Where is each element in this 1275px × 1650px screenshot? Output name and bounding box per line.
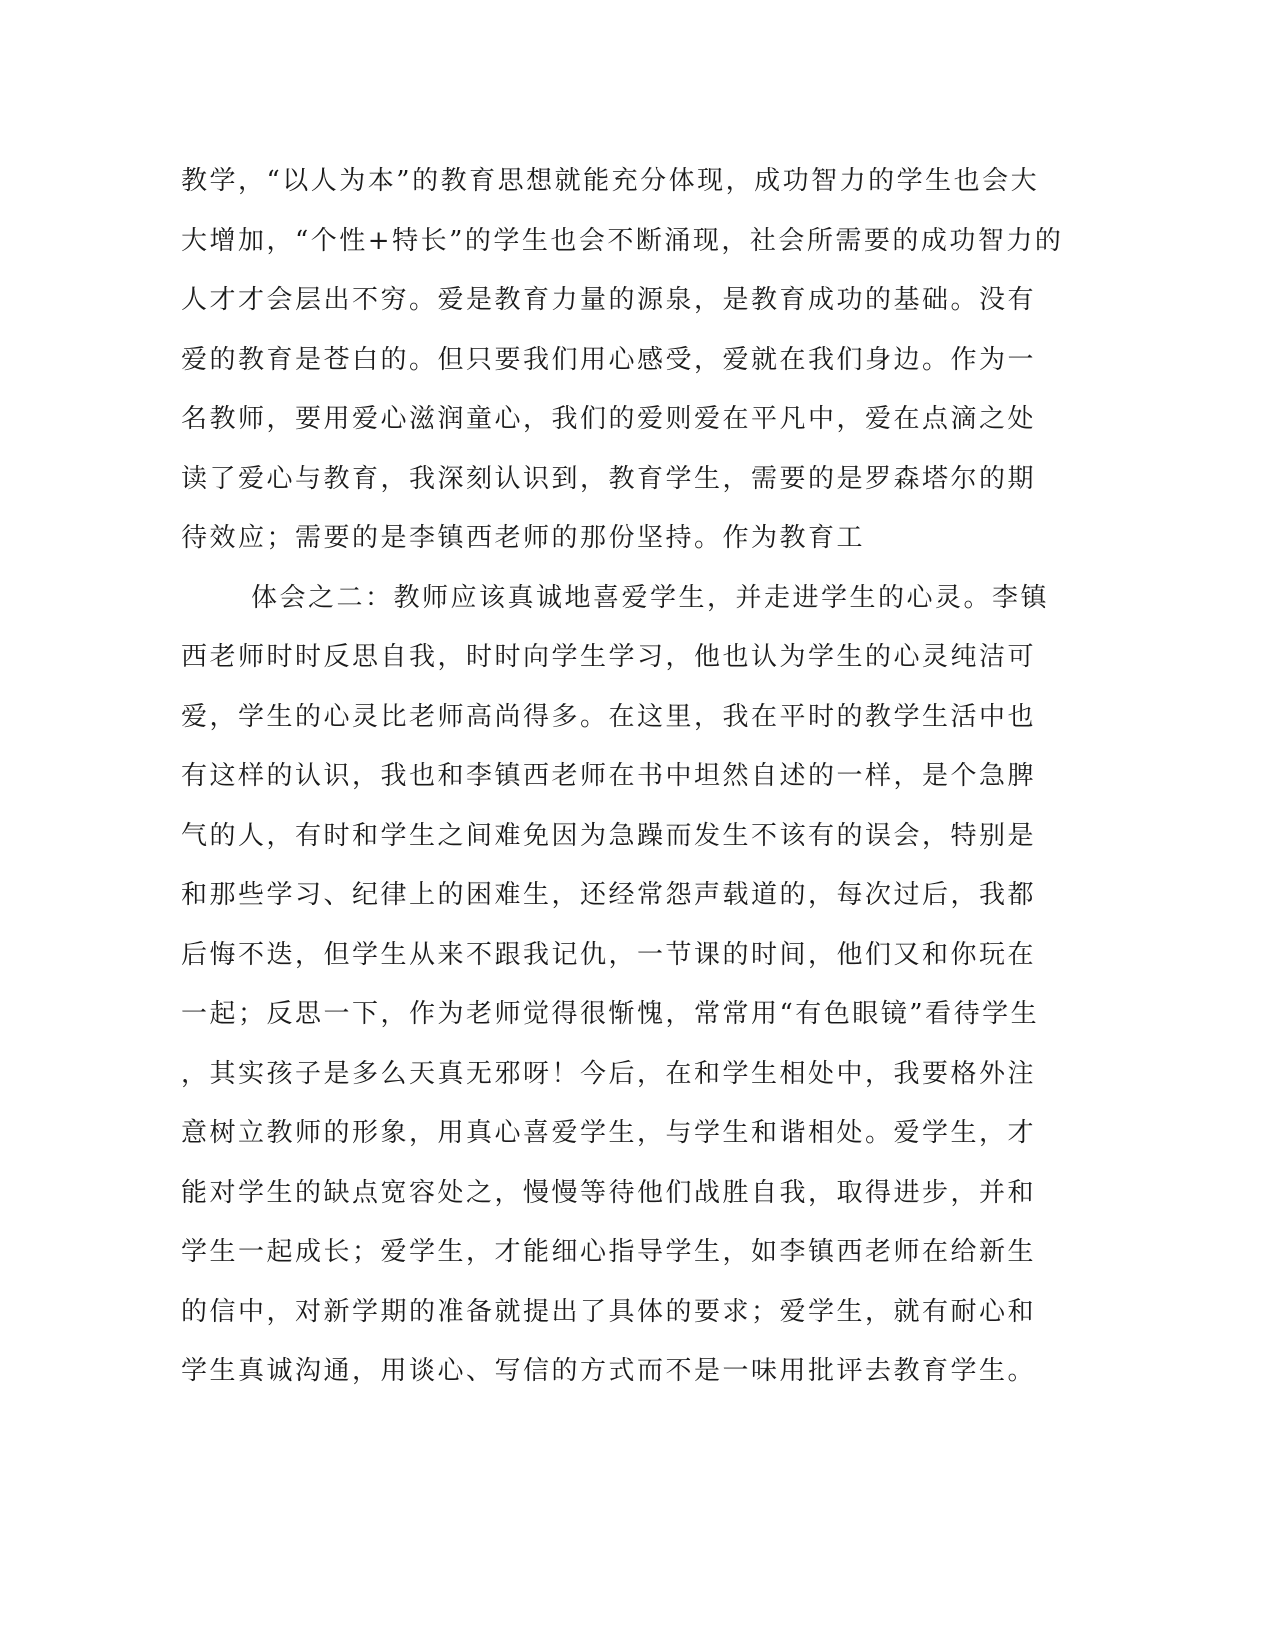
- text-line: 学生真诚沟通，用谈心、写信的方式而不是一味用批评去教育学生。: [181, 1356, 1037, 1386]
- text-line: 名教师，要用爱心滋润童心，我们的爱则爱在平凡中，爱在点滴之处: [181, 404, 1037, 434]
- text-line: 爱，学生的心灵比老师高尚得多。在这里，我在平时的教学生活中也: [181, 701, 1037, 732]
- text-line: 教学，“以人为本”的教育思想就能充分体现，成功智力的学生也会大: [181, 166, 1040, 196]
- text-line: 大增加，“个性+特长”的学生也会不断涌现，社会所需要的成功智力的: [181, 225, 1064, 256]
- text-line: 人才才会层出不穷。爱是教育力量的源泉，是教育成功的基础。没有: [181, 285, 1037, 315]
- text-line: 气的人，有时和学生之间难免因为急躁而发生不该有的误会，特别是: [181, 820, 1037, 851]
- text-line: 的信中，对新学期的准备就提出了具体的要求；爱学生，就有耐心和: [181, 1296, 1037, 1327]
- text-line: 后悔不迭，但学生从来不跟我记仇，一节课的时间，他们又和你玩在: [181, 939, 1037, 970]
- text-line: 能对学生的缺点宽容处之，慢慢等待他们战胜自我，取得进步，并和: [181, 1177, 1037, 1208]
- body-text: [181, 152, 1081, 1402]
- paragraph-start-line: 体会之二：教师应该真诚地喜爱学生，并走进学生的心灵。李镇: [251, 582, 1050, 613]
- text-line: 爱的教育是苍白的。但只要我们用心感受，爱就在我们身边。作为一: [181, 344, 1037, 375]
- text-line: 一起；反思一下，作为老师觉得很惭愧，常常用“有色眼镜”看待学生: [181, 999, 1040, 1029]
- text-line: 读了爱心与教育，我深刻认识到，教育学生，需要的是罗森塔尔的期: [181, 463, 1037, 494]
- text-line: 意树立教师的形象，用真心喜爱学生，与学生和谐相处。爱学生，才: [181, 1118, 1037, 1148]
- text-line: 学生一起成长；爱学生，才能细心指导学生，如李镇西老师在给新生: [181, 1237, 1037, 1267]
- text-line: 有这样的认识，我也和李镇西老师在书中坦然自述的一样，是个急脾: [181, 761, 1037, 791]
- text-line: ，其实孩子是多么天真无邪呀！今后，在和学生相处中，我要格外注: [181, 1058, 1037, 1089]
- text-line: 和那些学习、纪律上的困难生，还经常怨声载道的，每次过后，我都: [181, 880, 1037, 910]
- text-line: 待效应；需要的是李镇西老师的那份坚持。作为教育工: [181, 523, 866, 553]
- text-line: 西老师时时反思自我，时时向学生学习，他也认为学生的心灵纯洁可: [181, 642, 1037, 672]
